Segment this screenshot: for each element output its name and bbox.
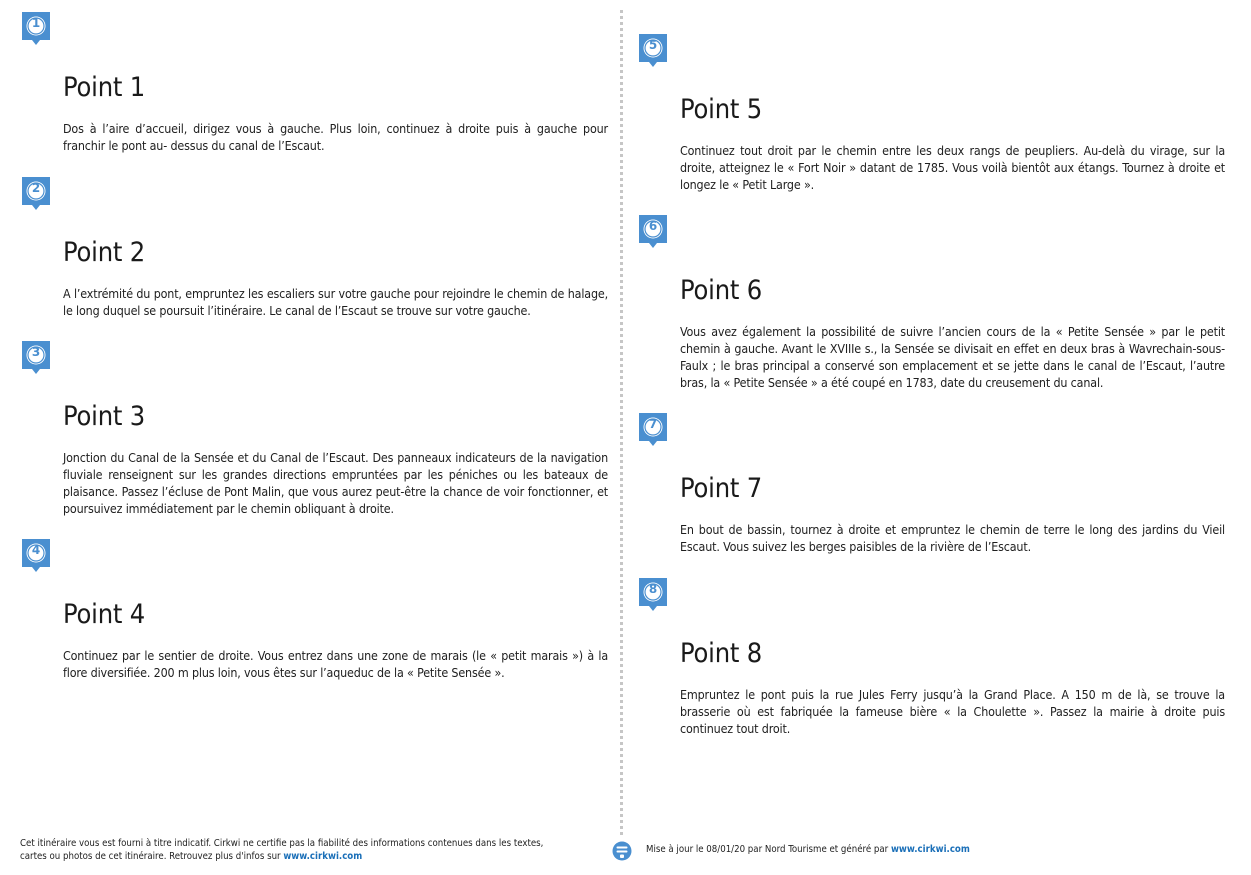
point-title: Point 7: [680, 473, 762, 504]
point-number: 6: [648, 219, 658, 233]
map-pin-icon: [637, 411, 669, 448]
point-description: Vous avez également la possibilité de suivre l’ancien cours de la « Petite Sensée » par le petit chemin à gauche. Avant le XVIIIe s., la Sensée se divisait en effet en deux bras à Wavrechain-sous-Faulx ; le bras principal a conservé son emplacement et se jette dans le canal de l’Escaut, l’autre bras, la « Petite Sensée » a été coupé en 1783, date du creusement du canal.: [680, 324, 1225, 390]
map-pin-icon: [637, 32, 669, 69]
point-number: 5: [648, 38, 658, 52]
map-pin-icon: [20, 175, 52, 212]
point-number: 3: [31, 345, 41, 359]
update-info: [612, 840, 1212, 864]
point-description: Continuez tout droit par le chemin entre les deux rangs de peupliers. Au-delà du virage, sur la droite, atteignez le « Fort Noir » datant de 1785. Vous voilà bientôt aux étangs. Tournez à droite et longez le « Petit Large ».: [680, 143, 1225, 192]
cirkwi-link[interactable]: www.cirkwi.com: [283, 851, 363, 862]
disclaimer-text: Cet itinéraire vous est fourni à titre indicatif. Cirkwi ne certifie pas la fiabilité des informations contenues dans les textes, cartes ou photos de cet itinéraire. Retrouvez plus d'infos sur: [20, 838, 544, 862]
map-pin-icon: [637, 213, 669, 250]
point-number: 4: [31, 543, 41, 557]
point-number: 8: [648, 582, 658, 596]
cirkwi-logo-icon: [612, 840, 636, 864]
point-description: A l’extrémité du pont, empruntez les escaliers sur votre gauche pour rejoindre le chemin de halage, le long duquel se poursuit l’itinéraire. Le canal de l’Escaut se trouve sur votre gauche.: [63, 286, 608, 318]
cirkwi-link-2[interactable]: www.cirkwi.com: [890, 844, 970, 855]
point-description: Jonction du Canal de la Sensée et du Canal de l’Escaut. Des panneaux indicateurs de la navigation fluviale renseignent sur les grandes directions empruntées par les péniches ou les bateaux de plaisance. Passez l’écluse de Pont Malin, que vous aurez peut-être la chance de voir fonctionner, et poursuivez immédiatement par le chemin obliquant à droite.: [63, 450, 608, 516]
map-pin-icon: [637, 576, 669, 613]
point-title: Point 1: [63, 72, 145, 103]
point-title: Point 6: [680, 275, 762, 306]
column-divider: [620, 10, 623, 835]
update-text: Mise à jour le 08/01/20 par Nord Tourisme et généré par: [646, 844, 891, 855]
disclaimer: [20, 837, 560, 863]
point-description: Empruntez le pont puis la rue Jules Ferry jusqu’à la Grand Place. A 150 m de là, se trouve la brasserie où est fabriquée la fameuse bière « la Choulette ». Passez la mairie à droite puis continuez tout droit.: [680, 687, 1225, 736]
map-pin-icon: [20, 537, 52, 574]
point-title: Point 2: [63, 237, 145, 268]
point-number: 2: [31, 181, 41, 195]
point-description: Continuez par le sentier de droite. Vous entrez dans une zone de marais (le « petit marais ») à la flore diversifiée. 200 m plus loin, vous êtes sur l’aqueduc de la « Petite Sensée ».: [63, 648, 608, 680]
point-description: En bout de bassin, tournez à droite et empruntez le chemin de terre le long des jardins du Vieil Escaut. Vous suivez les berges paisibles de la rivière de l’Escaut.: [680, 522, 1225, 554]
point-description: Dos à l’aire d’accueil, dirigez vous à gauche. Plus loin, continuez à droite puis à gauche pour franchir le pont au- dessus du canal de l’Escaut.: [63, 121, 608, 153]
point-title: Point 5: [680, 94, 762, 125]
point-number: 7: [648, 417, 658, 431]
map-pin-icon: [20, 339, 52, 376]
map-pin-icon: [20, 10, 52, 47]
point-title: Point 8: [680, 638, 762, 669]
point-title: Point 3: [63, 401, 145, 432]
point-number: 1: [31, 16, 41, 30]
point-title: Point 4: [63, 599, 145, 630]
